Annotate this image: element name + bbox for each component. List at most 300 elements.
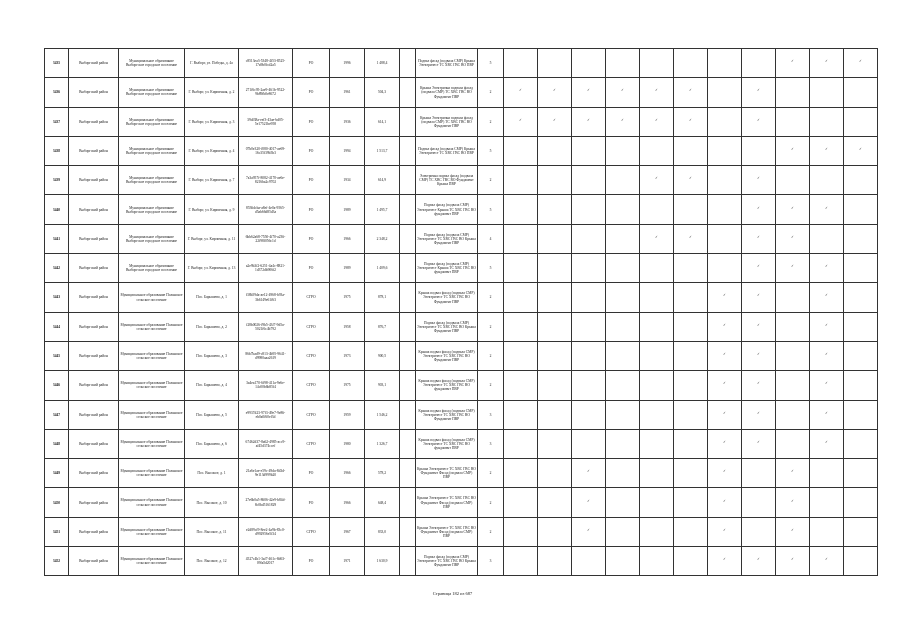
empty-mark-cell	[606, 166, 640, 195]
empty-mark-cell	[742, 488, 776, 517]
empty-mark-cell	[538, 400, 572, 429]
check-mark-cell	[572, 107, 606, 136]
year-cell: 1975	[330, 371, 365, 400]
check-icon: ✓	[858, 59, 862, 64]
empty-mark-cell	[504, 488, 538, 517]
check-mark-cell	[742, 195, 776, 224]
year-cell: 1967	[330, 517, 365, 546]
check-icon: ✓	[858, 146, 862, 151]
empty-cell	[400, 341, 416, 370]
empty-mark-cell	[538, 429, 572, 458]
empty-mark-cell	[708, 166, 742, 195]
municipality-cell: Муниципальное образование Полянское сельское поселение	[119, 517, 185, 546]
category-cell: РО	[293, 459, 330, 488]
table-row	[45, 254, 878, 283]
works-cell: Крыша Электрична подвала фасад (подвала СМР) ТС ХВС ГВС ВО Фундамент ПВР	[416, 78, 478, 107]
empty-mark-cell	[674, 254, 708, 283]
category-cell: СГРО	[293, 312, 330, 341]
table-row	[45, 341, 878, 370]
empty-mark-cell	[776, 371, 810, 400]
empty-mark-cell	[674, 283, 708, 312]
check-mark-cell	[776, 224, 810, 253]
empty-mark-cell	[674, 400, 708, 429]
empty-mark-cell	[810, 488, 844, 517]
address-cell: Пос. Барышево, д. 3	[185, 341, 239, 370]
district-cell: Выборгский район	[69, 254, 119, 283]
floors-cell: 3	[478, 429, 504, 458]
check-icon: ✓	[722, 293, 726, 298]
works-cell: Крыша подвал фасад (подвала СМР) Электричест ТС ХВС ГВС ВО фундамент ПВР	[416, 429, 478, 458]
table-row	[45, 488, 878, 517]
empty-mark-cell	[606, 547, 640, 576]
empty-mark-cell	[572, 195, 606, 224]
empty-mark-cell	[674, 547, 708, 576]
check-icon: ✓	[688, 88, 692, 93]
table-row	[45, 78, 878, 107]
works-cell: Подвал фасад (подвала СМР) Электричест ТС ХВС ГВС ВО Крыша Фундамент ПВР	[416, 312, 478, 341]
empty-mark-cell	[538, 312, 572, 341]
works-cell: Подвал фасад (подвала СМР) Электричест Крыша ТС ХВС ГВС ВО фундамент ПВР	[416, 254, 478, 283]
floors-cell: 2	[478, 78, 504, 107]
row-number: 3438	[45, 136, 69, 165]
check-mark-cell	[708, 547, 742, 576]
check-icon: ✓	[824, 381, 828, 386]
table-row	[45, 429, 878, 458]
address-cell: Г. Выборг, ул. Кирпичная, д. 3	[185, 107, 239, 136]
check-icon: ✓	[756, 352, 760, 357]
check-mark-cell	[674, 166, 708, 195]
empty-mark-cell	[572, 254, 606, 283]
empty-mark-cell	[538, 547, 572, 576]
empty-mark-cell	[640, 429, 674, 458]
year-cell: 1958	[330, 312, 365, 341]
empty-mark-cell	[572, 371, 606, 400]
district-cell: Выборгский район	[69, 429, 119, 458]
check-mark-cell	[844, 136, 878, 165]
check-mark-cell	[504, 107, 538, 136]
fias-code-cell: f28b0026-f9b5-43f7-9d5a-5021f6c4b792	[239, 312, 293, 341]
table-row	[45, 371, 878, 400]
check-mark-cell	[674, 107, 708, 136]
empty-mark-cell	[674, 195, 708, 224]
check-icon: ✓	[824, 293, 828, 298]
empty-mark-cell	[572, 283, 606, 312]
empty-mark-cell	[606, 283, 640, 312]
category-cell: РО	[293, 224, 330, 253]
year-cell: 1989	[330, 195, 365, 224]
table-row	[45, 517, 878, 546]
fias-code-cell: 27e6b0a5-8606-42e9-b84d-8c0bd5161829	[239, 488, 293, 517]
check-icon: ✓	[790, 59, 794, 64]
row-number: 3437	[45, 107, 69, 136]
floors-cell: 2	[478, 341, 504, 370]
table-row	[45, 459, 878, 488]
check-mark-cell	[572, 78, 606, 107]
floors-cell: 2	[478, 312, 504, 341]
check-icon: ✓	[518, 117, 522, 122]
row-number: 3447	[45, 400, 69, 429]
check-mark-cell	[776, 459, 810, 488]
empty-mark-cell	[572, 224, 606, 253]
municipality-cell: Муниципальное образование Выборгское городское поселение	[119, 195, 185, 224]
check-icon: ✓	[790, 469, 794, 474]
table-row	[45, 136, 878, 165]
check-icon: ✓	[824, 264, 828, 269]
empty-mark-cell	[640, 488, 674, 517]
empty-cell	[400, 312, 416, 341]
check-mark-cell	[742, 283, 776, 312]
empty-cell	[400, 107, 416, 136]
check-icon: ✓	[824, 59, 828, 64]
fias-code-cell: 4527c4b1-3af7-461c-8d63-09fa5d2017	[239, 547, 293, 576]
check-icon: ✓	[756, 439, 760, 444]
category-cell: СГРО	[293, 283, 330, 312]
check-icon: ✓	[586, 527, 590, 532]
district-cell: Выборгский район	[69, 400, 119, 429]
row-number: 3442	[45, 254, 69, 283]
district-cell: Выборгский район	[69, 488, 119, 517]
municipality-cell: Муниципальное образование Полянское сельское поселение	[119, 547, 185, 576]
empty-mark-cell	[640, 459, 674, 488]
fias-code-cell: 21a6e1ae-e59c-49da-8d3d-9e113d999b20	[239, 459, 293, 488]
address-cell: Пос. Высокое, д. 1	[185, 459, 239, 488]
floors-cell: 3	[478, 547, 504, 576]
check-mark-cell	[810, 195, 844, 224]
address-cell: Г. Выборг, ул. Победы, д. 4а	[185, 49, 239, 78]
empty-mark-cell	[572, 547, 606, 576]
check-icon: ✓	[688, 234, 692, 239]
check-mark-cell	[776, 547, 810, 576]
check-mark-cell	[742, 371, 776, 400]
row-number: 3441	[45, 224, 69, 253]
address-cell: Пос. Барышево, д. 6	[185, 429, 239, 458]
district-cell: Выборгский район	[69, 78, 119, 107]
check-mark-cell	[742, 547, 776, 576]
check-icon: ✓	[722, 439, 726, 444]
empty-mark-cell	[606, 371, 640, 400]
year-cell: 1989	[330, 254, 365, 283]
table-row	[45, 283, 878, 312]
works-cell: Крыша Электричест ТС ХВС ГВС ВО Фундамент Фасад (подвала СМР) ПВР	[416, 488, 478, 517]
empty-mark-cell	[776, 341, 810, 370]
check-mark-cell	[674, 224, 708, 253]
check-icon: ✓	[722, 469, 726, 474]
address-cell: Пос. Высокое, д. 10	[185, 488, 239, 517]
year-cell: 1936	[330, 107, 365, 136]
check-mark-cell	[538, 107, 572, 136]
table-row	[45, 195, 878, 224]
district-cell: Выборгский район	[69, 107, 119, 136]
empty-cell	[400, 224, 416, 253]
year-cell: 1971	[330, 547, 365, 576]
empty-mark-cell	[810, 166, 844, 195]
check-icon: ✓	[756, 381, 760, 386]
district-cell: Выборгский район	[69, 312, 119, 341]
empty-cell	[400, 283, 416, 312]
check-mark-cell	[742, 400, 776, 429]
empty-mark-cell	[776, 429, 810, 458]
empty-mark-cell	[674, 136, 708, 165]
address-cell: Пос. Барышево, д. 2	[185, 312, 239, 341]
row-number: 3443	[45, 283, 69, 312]
check-icon: ✓	[552, 88, 556, 93]
empty-mark-cell	[844, 517, 878, 546]
check-icon: ✓	[722, 498, 726, 503]
empty-mark-cell	[844, 254, 878, 283]
floors-cell: 5	[478, 254, 504, 283]
check-mark-cell	[776, 488, 810, 517]
check-icon: ✓	[586, 117, 590, 122]
fias-code-cell: a2e9b3f2-6251-4a4c-8821-1d372db906f2	[239, 254, 293, 283]
area-cell: 1 513,7	[365, 136, 400, 165]
empty-mark-cell	[844, 224, 878, 253]
area-cell: 1 495,7	[365, 195, 400, 224]
year-cell: 1959	[330, 400, 365, 429]
empty-mark-cell	[538, 488, 572, 517]
check-mark-cell	[844, 49, 878, 78]
empty-mark-cell	[810, 459, 844, 488]
works-cell: Крыша подвал фасад (подвала СМР) Электричест ТС ХВС ГВС ВО Фундамент ПВР	[416, 283, 478, 312]
check-mark-cell	[640, 78, 674, 107]
empty-mark-cell	[606, 49, 640, 78]
municipality-cell: Муниципальное образование Выборгское городское поселение	[119, 49, 185, 78]
empty-mark-cell	[708, 254, 742, 283]
district-cell: Выборгский район	[69, 459, 119, 488]
empty-mark-cell	[708, 49, 742, 78]
empty-mark-cell	[504, 166, 538, 195]
empty-mark-cell	[606, 136, 640, 165]
empty-mark-cell	[606, 224, 640, 253]
category-cell: РО	[293, 488, 330, 517]
empty-mark-cell	[572, 400, 606, 429]
empty-mark-cell	[844, 459, 878, 488]
empty-mark-cell	[640, 400, 674, 429]
check-mark-cell	[776, 254, 810, 283]
row-number: 3440	[45, 195, 69, 224]
address-cell: Г. Выборг, ул. Кирпичная, д. 13	[185, 254, 239, 283]
check-mark-cell	[708, 429, 742, 458]
empty-mark-cell	[708, 78, 742, 107]
check-mark-cell	[708, 283, 742, 312]
check-mark-cell	[708, 371, 742, 400]
floors-cell: 2	[478, 488, 504, 517]
check-mark-cell	[708, 341, 742, 370]
empty-mark-cell	[572, 136, 606, 165]
table-row	[45, 224, 878, 253]
check-mark-cell	[776, 136, 810, 165]
table-row	[45, 49, 878, 78]
fias-code-cell: f38b59da-ae12-4968-b93a-3b6149e61f63	[239, 283, 293, 312]
empty-mark-cell	[708, 107, 742, 136]
check-icon: ✓	[518, 88, 522, 93]
check-mark-cell	[708, 400, 742, 429]
municipality-cell: Муниципальное образование Полянское сельское поселение	[119, 371, 185, 400]
empty-mark-cell	[606, 400, 640, 429]
address-cell: Пос. Барышево, д. 1	[185, 283, 239, 312]
empty-mark-cell	[606, 488, 640, 517]
check-mark-cell	[640, 107, 674, 136]
check-mark-cell	[742, 166, 776, 195]
empty-mark-cell	[504, 547, 538, 576]
check-mark-cell	[810, 371, 844, 400]
year-cell: 1975	[330, 283, 365, 312]
empty-mark-cell	[504, 195, 538, 224]
empty-cell	[400, 254, 416, 283]
municipality-cell: Муниципальное образование Полянское сельское поселение	[119, 341, 185, 370]
check-mark-cell	[572, 459, 606, 488]
empty-mark-cell	[504, 312, 538, 341]
empty-mark-cell	[844, 312, 878, 341]
works-cell: Подвал фасад (подвала СМР) Электричест Крыша ТС ХВС ГВС ВО фундамент ПВР	[416, 195, 478, 224]
empty-mark-cell	[674, 341, 708, 370]
area-cell: 876,7	[365, 312, 400, 341]
check-icon: ✓	[586, 498, 590, 503]
empty-mark-cell	[674, 459, 708, 488]
check-mark-cell	[742, 341, 776, 370]
empty-mark-cell	[640, 371, 674, 400]
check-icon: ✓	[790, 498, 794, 503]
address-cell: Пос. Барышево, д. 4	[185, 371, 239, 400]
empty-cell	[400, 488, 416, 517]
check-icon: ✓	[620, 88, 624, 93]
check-mark-cell	[810, 547, 844, 576]
empty-mark-cell	[810, 78, 844, 107]
check-icon: ✓	[756, 205, 760, 210]
floors-cell: 2	[478, 107, 504, 136]
check-mark-cell	[810, 254, 844, 283]
empty-mark-cell	[606, 254, 640, 283]
empty-cell	[400, 195, 416, 224]
area-cell: 1 546,2	[365, 400, 400, 429]
works-cell: Электрична подвал фасад (подвала СМР) ТС ХВС ГВС ВО Фундамент Крыша ПВР	[416, 166, 478, 195]
empty-mark-cell	[572, 312, 606, 341]
fias-code-cell: c8513ea3-5348-4f53-8525-17a9b0fcd2a5	[239, 49, 293, 78]
empty-mark-cell	[606, 517, 640, 546]
municipality-cell: Муниципальное образование Выборгское городское поселение	[119, 136, 185, 165]
check-mark-cell	[776, 49, 810, 78]
check-mark-cell	[504, 78, 538, 107]
empty-mark-cell	[606, 429, 640, 458]
address-cell: Пос. Высокое, д. 12	[185, 547, 239, 576]
check-icon: ✓	[824, 322, 828, 327]
empty-mark-cell	[810, 517, 844, 546]
municipality-cell: Муниципальное образование Полянское сельское поселение	[119, 312, 185, 341]
check-icon: ✓	[552, 117, 556, 122]
check-icon: ✓	[722, 557, 726, 562]
works-cell: Крыша подвал фасад (подвала СМР) Электричест ТС ХВС ГВС ВО Фундамент ПВР	[416, 341, 478, 370]
area-cell: 578,2	[365, 459, 400, 488]
empty-mark-cell	[606, 195, 640, 224]
floors-cell: 5	[478, 195, 504, 224]
check-mark-cell	[810, 341, 844, 370]
fias-code-cell: 86b7bad9-c813-4b95-9641-d9980aaa2619	[239, 341, 293, 370]
empty-mark-cell	[538, 283, 572, 312]
empty-mark-cell	[742, 136, 776, 165]
check-mark-cell	[776, 517, 810, 546]
empty-mark-cell	[504, 459, 538, 488]
empty-mark-cell	[572, 166, 606, 195]
empty-mark-cell	[572, 341, 606, 370]
year-cell: 1973	[330, 341, 365, 370]
row-number: 3451	[45, 517, 69, 546]
category-cell: РО	[293, 136, 330, 165]
check-icon: ✓	[722, 381, 726, 386]
municipality-cell: Муниципальное образование Полянское сельское поселение	[119, 429, 185, 458]
municipality-cell: Муниципальное образование Выборгское городское поселение	[119, 254, 185, 283]
empty-cell	[400, 166, 416, 195]
check-mark-cell	[572, 488, 606, 517]
check-mark-cell	[810, 429, 844, 458]
fias-code-cell: 39df38a-eef3-43ae-bd05-5e17521be958	[239, 107, 293, 136]
empty-cell	[400, 459, 416, 488]
empty-mark-cell	[538, 254, 572, 283]
floors-cell: 5	[478, 136, 504, 165]
check-mark-cell	[674, 78, 708, 107]
empty-mark-cell	[674, 371, 708, 400]
check-icon: ✓	[722, 352, 726, 357]
check-icon: ✓	[654, 234, 658, 239]
empty-mark-cell	[844, 283, 878, 312]
row-number: 3449	[45, 459, 69, 488]
empty-mark-cell	[606, 459, 640, 488]
check-mark-cell	[708, 517, 742, 546]
year-cell: 1994	[330, 136, 365, 165]
district-cell: Выборгский район	[69, 283, 119, 312]
empty-mark-cell	[538, 166, 572, 195]
check-icon: ✓	[824, 439, 828, 444]
category-cell: РО	[293, 49, 330, 78]
empty-mark-cell	[640, 195, 674, 224]
fias-code-cell: e9937d23-97f3-49e7-9e86-eb0a0f60ef3d	[239, 400, 293, 429]
check-mark-cell	[810, 312, 844, 341]
floors-cell: 3	[478, 400, 504, 429]
empty-mark-cell	[708, 136, 742, 165]
empty-mark-cell	[640, 283, 674, 312]
check-mark-cell	[708, 488, 742, 517]
empty-mark-cell	[640, 341, 674, 370]
empty-mark-cell	[640, 136, 674, 165]
empty-mark-cell	[504, 517, 538, 546]
address-cell: Г. Выборг, ул. Кирпичная, д. 9	[185, 195, 239, 224]
municipality-cell: Муниципальное образование Полянское сельское поселение	[119, 459, 185, 488]
municipality-cell: Муниципальное образование Полянское сельское поселение	[119, 488, 185, 517]
row-number: 3444	[45, 312, 69, 341]
check-icon: ✓	[824, 205, 828, 210]
empty-mark-cell	[504, 224, 538, 253]
category-cell: РО	[293, 254, 330, 283]
empty-mark-cell	[674, 312, 708, 341]
check-icon: ✓	[824, 352, 828, 357]
fias-code-cell: 7a3a957f-8082-4170-ae6e-8216ba2c9702	[239, 166, 293, 195]
empty-mark-cell	[844, 166, 878, 195]
empty-mark-cell	[538, 517, 572, 546]
municipality-cell: Муниципальное образование Выборгское городское поселение	[119, 166, 185, 195]
check-icon: ✓	[756, 234, 760, 239]
area-cell: 1 409,6	[365, 254, 400, 283]
empty-mark-cell	[810, 107, 844, 136]
area-cell: 878,1	[365, 283, 400, 312]
floors-cell: 2	[478, 517, 504, 546]
year-cell: 1961	[330, 78, 365, 107]
table-row	[45, 547, 878, 576]
area-cell: 903,1	[365, 371, 400, 400]
area-cell: 900,5	[365, 341, 400, 370]
works-cell: Крыша Электрична подвала фасад (подвала СМР) ТС ХВС ГВС ВО Фундамент ПВР	[416, 107, 478, 136]
check-mark-cell	[708, 312, 742, 341]
check-mark-cell	[742, 429, 776, 458]
works-cell: Крыша Электричест ТС ХВС ГВС ВО Фундамент Фасад (подвала СМР) ПВР	[416, 517, 478, 546]
year-cell: 1996	[330, 49, 365, 78]
